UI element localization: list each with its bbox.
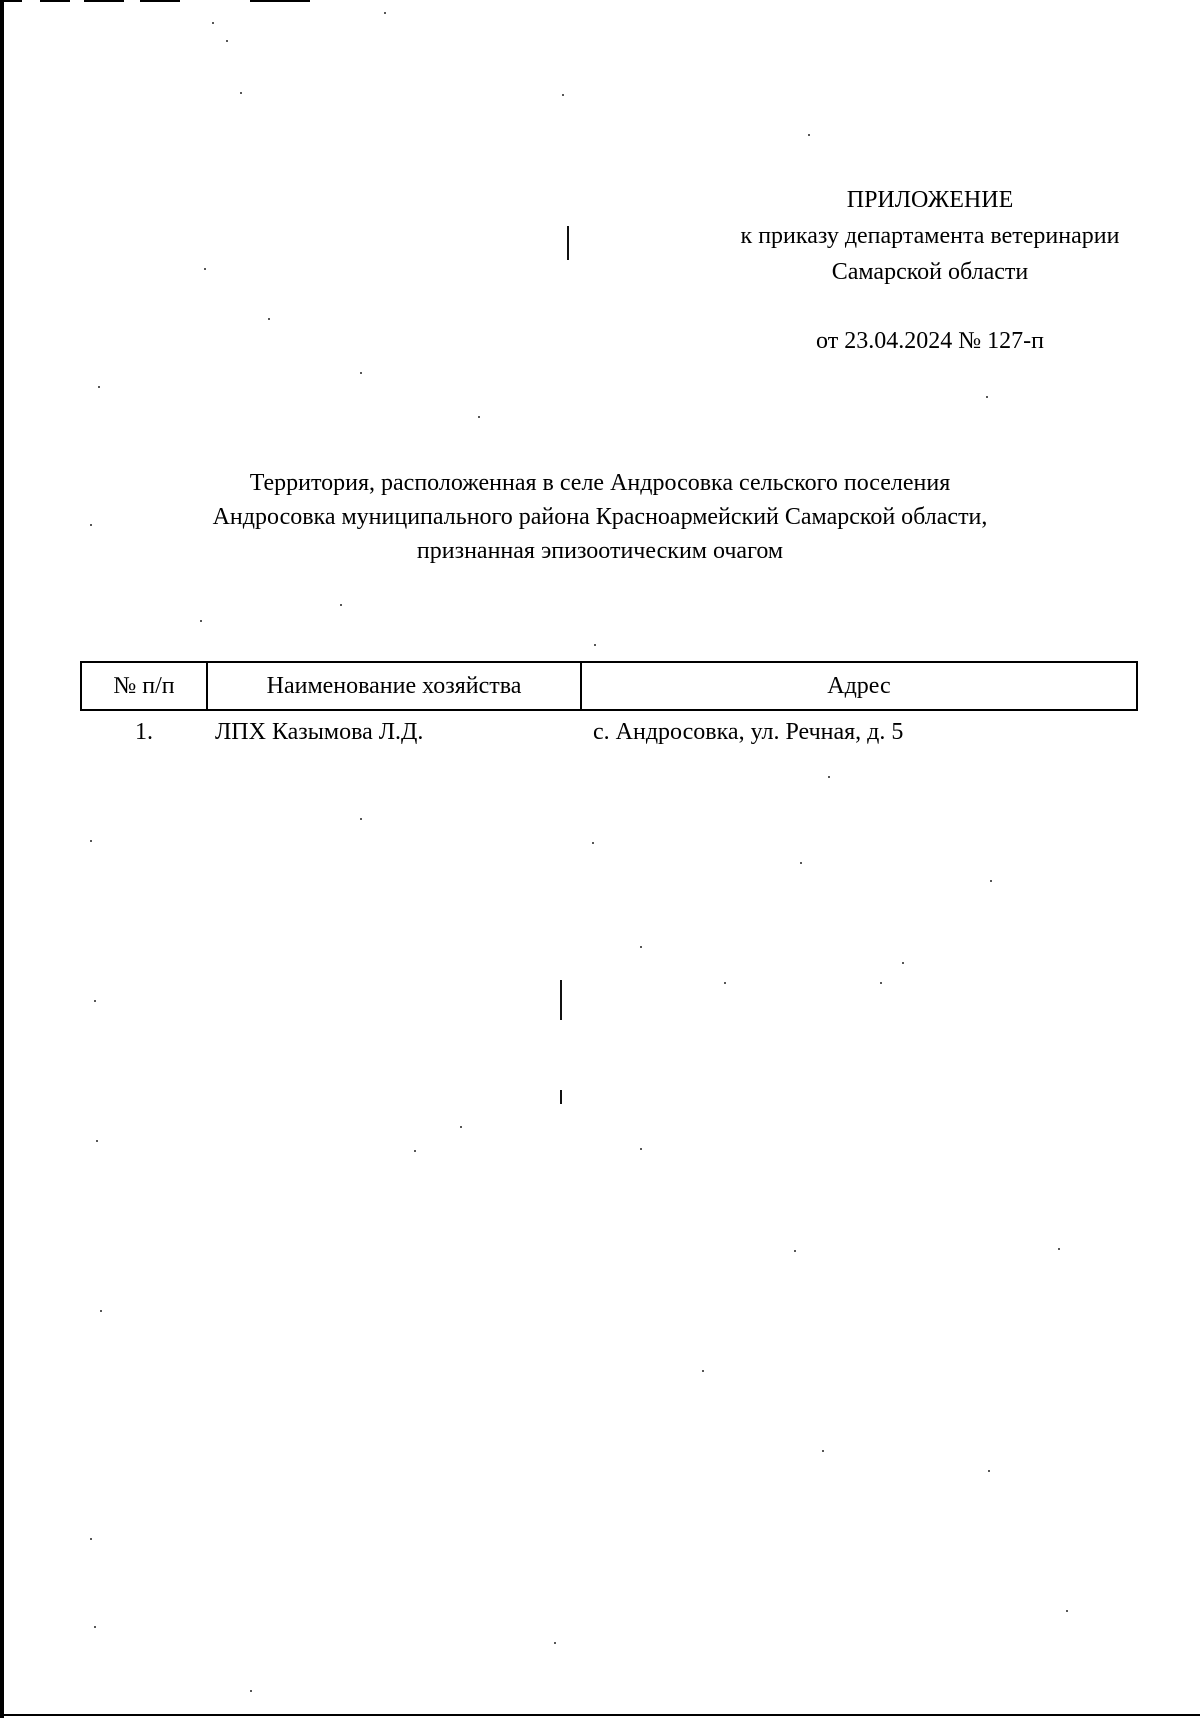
appendix-block: [690, 182, 1170, 290]
header-farm-name: Наименование хозяйства: [207, 662, 581, 710]
scan-speck: [986, 396, 988, 398]
scan-speck: [268, 318, 270, 320]
header-address: Адрес: [581, 662, 1137, 710]
scan-edge-top: [40, 0, 70, 2]
scan-speck: [96, 1140, 98, 1142]
scan-speck: [800, 862, 802, 864]
scan-mark: [567, 226, 569, 260]
table-row: [81, 710, 1137, 753]
title-line-2: Андросовка муниципального района Красноармейский Самарской области,: [212, 504, 988, 530]
scan-edge-top: [84, 0, 124, 2]
scan-mark: [560, 980, 562, 1020]
row-farm-name: ЛПХ Казымова Л.Д.: [215, 718, 424, 745]
scan-edge-top: [0, 0, 22, 2]
row-number: 1.: [135, 718, 153, 745]
scan-speck: [98, 386, 100, 388]
scan-speck: [592, 842, 594, 844]
scan-speck: [702, 1370, 704, 1372]
scan-speck: [414, 1150, 416, 1152]
title-line-3: признанная эпизоотическим очагом: [416, 538, 784, 564]
title-line-1: Территория, расположенная в селе Андросовка сельского поселения: [249, 470, 951, 496]
scan-speck: [460, 1126, 462, 1128]
scan-speck: [94, 1626, 96, 1628]
scan-speck: [360, 372, 362, 374]
scan-speck: [204, 268, 206, 270]
scan-speck: [822, 1450, 824, 1452]
scan-speck: [724, 982, 726, 984]
scan-speck: [902, 962, 904, 964]
scan-speck: [562, 94, 564, 96]
scan-speck: [360, 818, 362, 820]
scan-speck: [200, 620, 202, 622]
scan-speck: [240, 92, 242, 94]
scan-speck: [988, 1470, 990, 1472]
scan-speck: [478, 416, 480, 418]
scan-speck: [594, 644, 596, 646]
document-title: [120, 466, 1080, 568]
appendix-heading: ПРИЛОЖЕНИЕ: [846, 187, 1014, 213]
appendix-line-1: к приказу департамента ветеринарии: [740, 223, 1120, 249]
scan-speck: [340, 604, 342, 606]
table-header-row: [81, 662, 1137, 710]
scan-speck: [1058, 1248, 1060, 1250]
farms-table: [80, 661, 1138, 753]
scan-speck: [212, 22, 214, 24]
scan-speck: [1066, 1610, 1068, 1612]
scan-speck: [250, 1690, 252, 1692]
scan-speck: [880, 982, 882, 984]
scan-mark: [560, 1090, 562, 1104]
scan-speck: [100, 1310, 102, 1312]
scan-speck: [384, 12, 386, 14]
scan-speck: [640, 946, 642, 948]
scan-speck: [990, 880, 992, 882]
scan-speck: [94, 1000, 96, 1002]
header-number: № п/п: [81, 662, 207, 710]
scan-speck: [90, 840, 92, 842]
scan-speck: [226, 40, 228, 42]
scan-edge-left: [0, 0, 4, 1718]
scan-edge-top: [140, 0, 180, 2]
scan-speck: [554, 1642, 556, 1644]
scan-speck: [90, 524, 92, 526]
scan-edge-top: [250, 0, 310, 2]
appendix-line-2: Самарской области: [831, 259, 1029, 285]
order-reference: от 23.04.2024 № 127-п: [816, 328, 1044, 354]
scan-speck: [794, 1250, 796, 1252]
scan-speck: [90, 1538, 92, 1540]
scan-speck: [828, 776, 830, 778]
scan-edge-bottom: [0, 1714, 1200, 1716]
scan-speck: [640, 1148, 642, 1150]
row-address: с. Андросовка, ул. Речная, д. 5: [593, 718, 904, 745]
scan-speck: [808, 134, 810, 136]
